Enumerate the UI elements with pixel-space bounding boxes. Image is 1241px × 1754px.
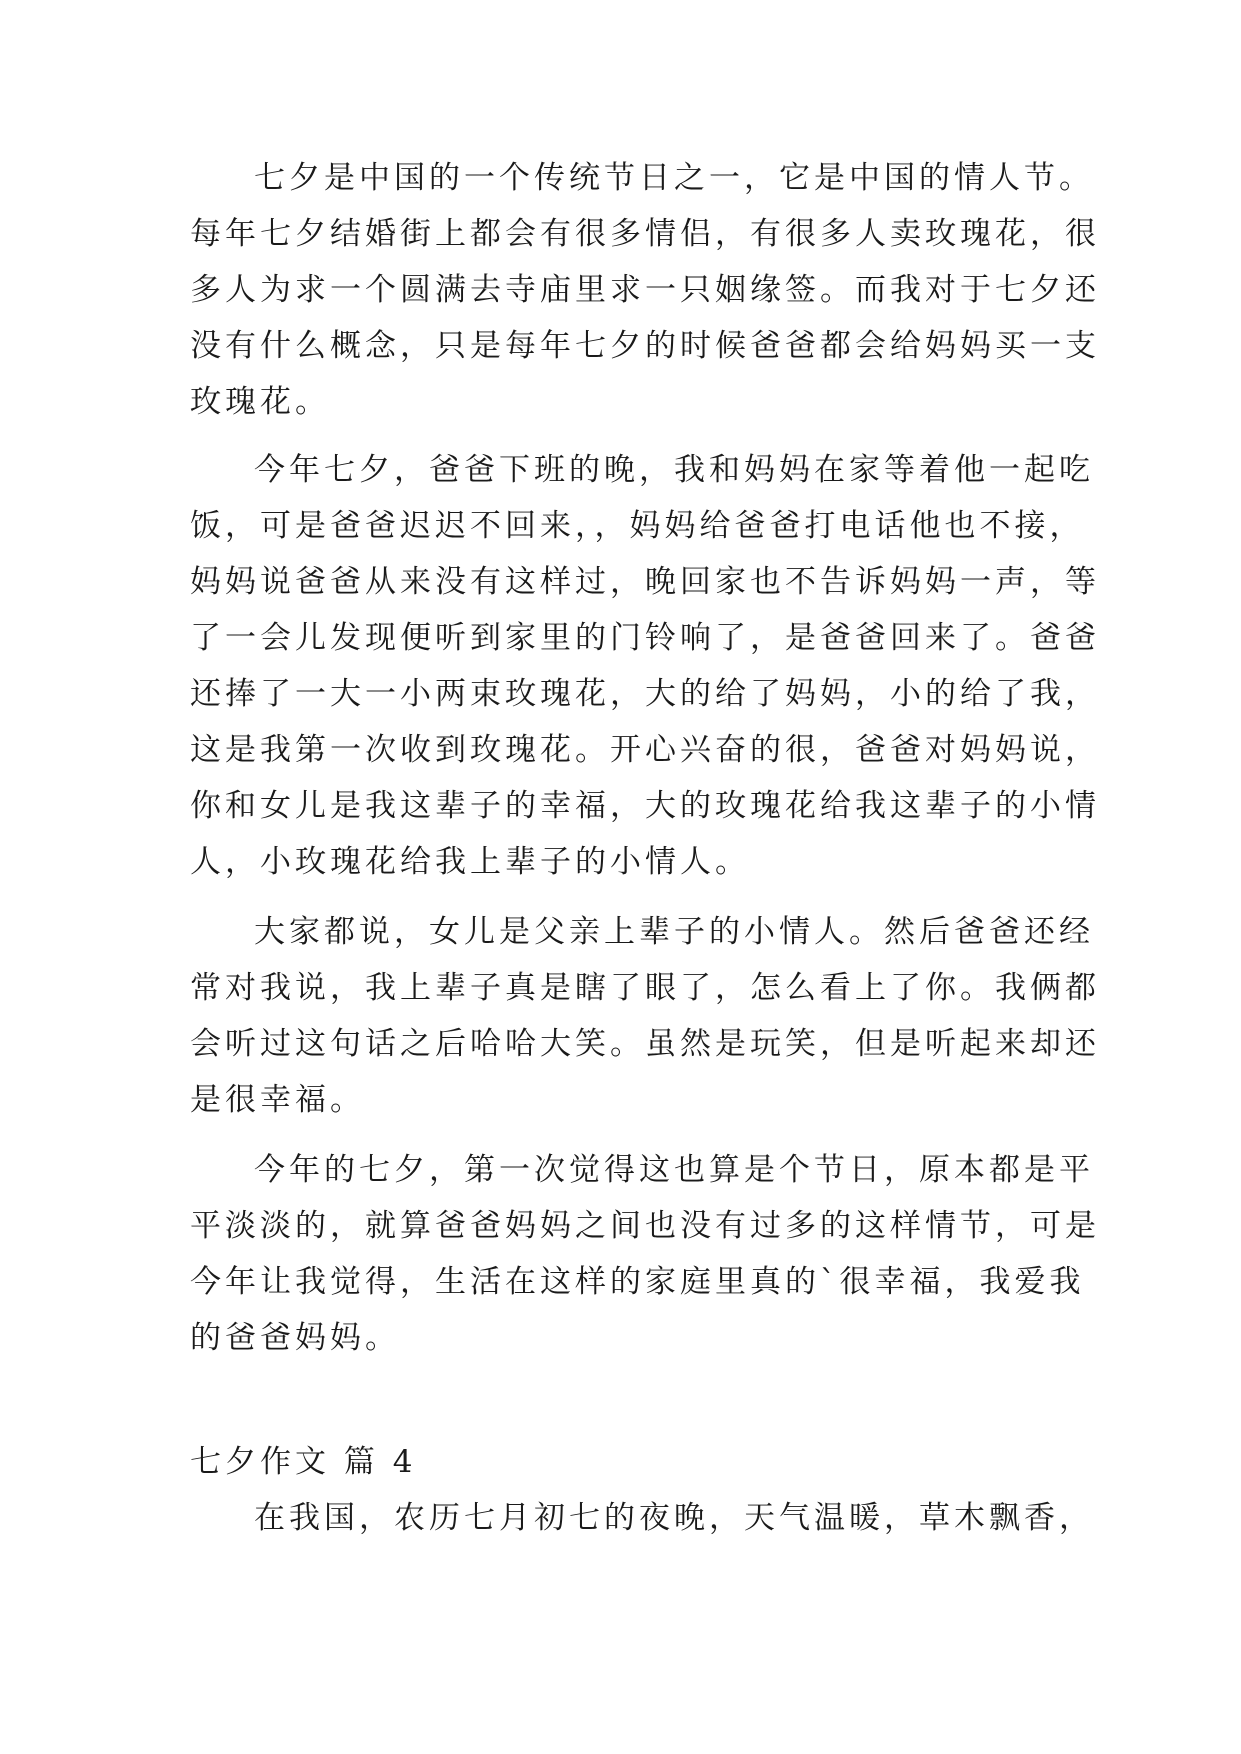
- paragraph-line: 多人为求一个圆满去寺庙里求一只姻缘签。而我对于七夕还: [190, 272, 1100, 308]
- paragraph-line: 会听过这句话之后哈哈大笑。虽然是玩笑，但是听起来却还: [190, 1026, 1100, 1062]
- paragraph-line: 平淡淡的，就算爸爸妈妈之间也没有过多的这样情节，可是: [190, 1208, 1100, 1244]
- paragraph-line: 没有什么概念，只是每年七夕的时候爸爸都会给妈妈买一支: [190, 328, 1100, 364]
- paragraph-line: 妈妈说爸爸从来没有这样过，晚回家也不告诉妈妈一声，等: [190, 564, 1100, 600]
- paragraph-line: 在我国，农历七月初七的夜晚，天气温暖，草木飘香，: [254, 1500, 1094, 1536]
- paragraph-line: 的爸爸妈妈。: [190, 1320, 400, 1356]
- paragraph-line: 这是我第一次收到玫瑰花。开心兴奋的很，爸爸对妈妈说，: [190, 732, 1100, 768]
- paragraph-line: 你和女儿是我这辈子的幸福，大的玫瑰花给我这辈子的小情: [190, 788, 1100, 824]
- paragraph-line: 七夕是中国的一个传统节日之一，它是中国的情人节。: [254, 160, 1094, 196]
- paragraph-line: 人，小玫瑰花给我上辈子的小情人。: [190, 844, 750, 880]
- paragraph-line: 是很幸福。: [190, 1082, 365, 1118]
- section-heading: 七夕作文 篇 4: [190, 1444, 417, 1480]
- paragraph-line: 玫瑰花。: [190, 384, 330, 420]
- paragraph-line: 大家都说，女儿是父亲上辈子的小情人。然后爸爸还经: [254, 914, 1094, 950]
- paragraph-line: 今年七夕，爸爸下班的晚，我和妈妈在家等着他一起吃: [254, 452, 1094, 488]
- paragraph-line: 每年七夕结婚街上都会有很多情侣，有很多人卖玫瑰花，很: [190, 216, 1100, 252]
- paragraph-line: 饭，可是爸爸迟迟不回来，，妈妈给爸爸打电话他也不接，: [190, 508, 1085, 544]
- paragraph-line: 常对我说，我上辈子真是瞎了眼了，怎么看上了你。我俩都: [190, 970, 1100, 1006]
- paragraph-line: 还捧了一大一小两束玫瑰花，大的给了妈妈，小的给了我，: [190, 676, 1100, 712]
- paragraph-line: 了一会儿发现便听到家里的门铃响了，是爸爸回来了。爸爸: [190, 620, 1100, 656]
- paragraph-line: 今年的七夕，第一次觉得这也算是个节日，原本都是平: [254, 1152, 1094, 1188]
- paragraph-line: 今年让我觉得，生活在这样的家庭里真的`很幸福，我爱我: [190, 1264, 1085, 1300]
